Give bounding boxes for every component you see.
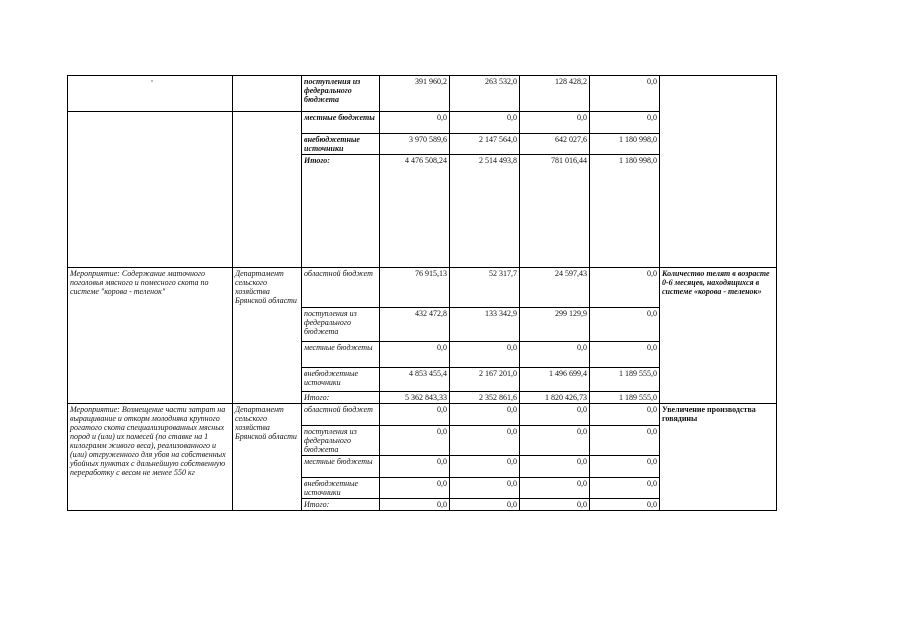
value-cell: 642 027,6 bbox=[520, 134, 590, 155]
value-cell: 3 970 589,6 bbox=[380, 134, 450, 155]
value-cell: 2 147 564,0 bbox=[450, 134, 520, 155]
value-cell: 0,0 bbox=[590, 112, 660, 134]
source-cell-total: Итого: bbox=[302, 155, 380, 268]
value-cell: 24 597,43 bbox=[520, 268, 590, 308]
value-cell: 1 189 555,0 bbox=[590, 392, 660, 404]
value-cell: 2 352 861,6 bbox=[450, 392, 520, 404]
value-cell: 263 532,0 bbox=[450, 76, 520, 112]
value-cell: 0,0 bbox=[520, 499, 590, 511]
value-cell: 0,0 bbox=[380, 426, 450, 456]
value-cell: 2 514 493,8 bbox=[450, 155, 520, 268]
source-cell-total: Итого: bbox=[302, 392, 380, 404]
value-cell: 2 167 201,0 bbox=[450, 368, 520, 392]
value-cell: 299 129,9 bbox=[520, 308, 590, 342]
budget-table bbox=[67, 75, 777, 511]
value-cell: 0,0 bbox=[590, 478, 660, 499]
value-cell: 0,0 bbox=[590, 76, 660, 112]
value-cell: 1 180 998,0 bbox=[590, 155, 660, 268]
source-cell: местные бюджеты bbox=[302, 456, 380, 478]
value-cell: 0,0 bbox=[590, 342, 660, 368]
value-cell: 0,0 bbox=[450, 456, 520, 478]
source-cell: внебюджетные источники bbox=[302, 478, 380, 499]
value-cell: 0,0 bbox=[590, 456, 660, 478]
value-cell: 0,0 bbox=[590, 268, 660, 308]
table-row bbox=[68, 268, 777, 308]
source-cell: внебюджетные источники bbox=[302, 368, 380, 392]
value-cell: 781 016,44 bbox=[520, 155, 590, 268]
value-cell: 391 960,2 bbox=[380, 76, 450, 112]
value-cell: 0,0 bbox=[450, 426, 520, 456]
value-cell: 0,0 bbox=[380, 478, 450, 499]
value-cell: 0,0 bbox=[520, 426, 590, 456]
value-cell: 1 189 555,0 bbox=[590, 368, 660, 392]
value-cell: 0,0 bbox=[520, 404, 590, 426]
value-cell: 1 180 998,0 bbox=[590, 134, 660, 155]
value-cell: 0,0 bbox=[590, 426, 660, 456]
value-cell: 0,0 bbox=[590, 308, 660, 342]
value-cell: 128 428,2 bbox=[520, 76, 590, 112]
source-cell: поступления из федерального бюджета bbox=[302, 76, 380, 112]
value-cell: 0,0 bbox=[520, 342, 590, 368]
value-cell: 0,0 bbox=[380, 342, 450, 368]
value-cell: 0,0 bbox=[380, 112, 450, 134]
value-cell: 4 476 508,24 bbox=[380, 155, 450, 268]
value-cell: 0,0 bbox=[590, 404, 660, 426]
value-cell: 52 317,7 bbox=[450, 268, 520, 308]
value-cell: 0,0 bbox=[380, 456, 450, 478]
value-cell: 0,0 bbox=[520, 112, 590, 134]
source-cell: областной бюджет bbox=[302, 268, 380, 308]
outcome-indicator: Количество телят в возрасте 0-6 месяцев, находящихся в системе «корова - теленок» bbox=[660, 268, 777, 404]
value-cell: 133 342,9 bbox=[450, 308, 520, 342]
value-cell: 4 853 455,4 bbox=[380, 368, 450, 392]
value-cell: 0,0 bbox=[520, 478, 590, 499]
value-cell: 0,0 bbox=[590, 499, 660, 511]
value-cell: 5 362 843,33 bbox=[380, 392, 450, 404]
source-cell: поступления из федерального бюджета bbox=[302, 308, 380, 342]
value-cell: 0,0 bbox=[380, 404, 450, 426]
source-cell: местные бюджеты bbox=[302, 112, 380, 134]
source-cell: внебюджетные источники bbox=[302, 134, 380, 155]
source-cell-total: Итого: bbox=[302, 499, 380, 511]
outcome-cell-empty bbox=[660, 76, 777, 268]
value-cell: 0,0 bbox=[450, 499, 520, 511]
value-cell: 1 820 426,73 bbox=[520, 392, 590, 404]
value-cell: 0,0 bbox=[450, 404, 520, 426]
executor-cell-empty bbox=[233, 112, 302, 268]
event-cell-empty bbox=[68, 76, 233, 112]
event-description: Мероприятие: Возмещение части затрат на выращивание и откорм молодняка крупного рогатого скота специализированных мясных пород и (или) их помесей (по ставке на 1 килограмм живого веса), реализованного и (или) отгруженного для убоя на собственных убойных пунктах с дальнейшую собственную переработку с весом не менее 550 кг bbox=[68, 404, 233, 511]
executor-cell: Департамент сельского хозяйства Брянской области bbox=[233, 404, 302, 511]
value-cell: 1 496 699,4 bbox=[520, 368, 590, 392]
table-row bbox=[68, 76, 777, 112]
value-cell: 0,0 bbox=[380, 499, 450, 511]
value-cell: 76 915,13 bbox=[380, 268, 450, 308]
value-cell: 0,0 bbox=[450, 342, 520, 368]
value-cell: 0,0 bbox=[450, 478, 520, 499]
outcome-indicator: Увеличение производства говядины bbox=[660, 404, 777, 511]
executor-cell: Департамент сельского хозяйства Брянской области bbox=[233, 268, 302, 404]
table-row bbox=[68, 404, 777, 426]
event-description: Мероприятие: Содержание маточного поголовья мясного и помесного скота по системе "корова - теленок" bbox=[68, 268, 233, 404]
value-cell: 432 472,8 bbox=[380, 308, 450, 342]
source-cell: областной бюджет bbox=[302, 404, 380, 426]
event-cell-empty bbox=[68, 112, 233, 268]
value-cell: 0,0 bbox=[450, 112, 520, 134]
source-cell: поступления из федерального бюджета bbox=[302, 426, 380, 456]
source-cell: местные бюджеты bbox=[302, 342, 380, 368]
executor-cell-empty bbox=[233, 76, 302, 112]
value-cell: 0,0 bbox=[520, 456, 590, 478]
